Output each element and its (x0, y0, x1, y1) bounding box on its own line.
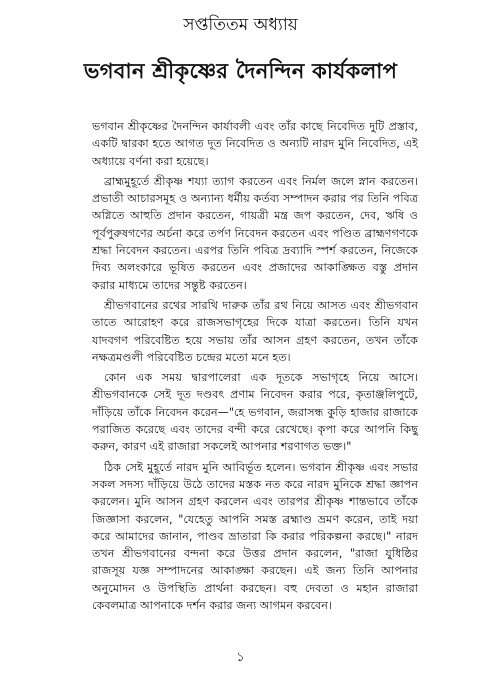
paragraph-summary: ভগবান শ্রীকৃষ্ণের দৈনন্দিন কার্যাবলী এবং তাঁর কাছে নিবেদিত দুটি প্রস্তাব, একটি দ্বারকা হতে আগত দূত নিবেদিত ও অন্যটি নারদ মুনি নিবেদিত, এই অধ্যায়ে বর্ণনা করা হয়েছে। (92, 120, 418, 168)
paragraph-messenger: কোন এক সময় দ্বারপালেরা এক দূতকে সভাগৃহে নিয়ে আসে। শ্রীভগবানকে সেই দূত দণ্ডবৎ প্রণাম নিবেদন করার পরে, কৃতাঞ্জলিপুটে, দাঁড়িয়ে তাঁকে নিবেদন করেন—"হে ভগবান, জরাসন্ধ কুড়ি হাজার রাজাকে পরাজিত করেছে এবং তাদের বন্দী করে রেখেছে। কৃপা করে আপনি কিছু করুন, কারণ এই রাজারা সকলেই আপনার শরণাগত ভক্ত।" (92, 371, 418, 454)
page-number: ১ (236, 650, 245, 665)
paragraph-chariot: শ্রীভগবানের রথের সারথি দারুক তাঁর রথ নিয়ে আসত এবং শ্রীভগবান তাতে আরোহণ করে রাজসভাগৃহের দিকে যাত্রা করতেন। তিনি যখন যাদবগণ পরিবেষ্টিত হয়ে সভায় তাঁর আসন গ্রহণ করতেন, তখন তাঁকে নক্ষত্রমণ্ডলী পরিবেষ্টিত চন্দ্রের মতো মনে হত। (92, 298, 418, 364)
chapter-heading: সপ্ততিতম অধ্যায় (183, 15, 298, 35)
paragraph-narada: ঠিক সেই মুহূর্তে নারদ মুনি আবির্ভূত হলেন। ভগবান শ্রীকৃষ্ণ এবং সভার সকল সদস্য দাঁড়িয়ে উঠে তাদের মস্তক নত করে নারদ মুনিকে শ্রদ্ধা জ্ঞাপন করলেন। মুনি আসন গ্রহণ করলেন এবং তারপর শ্রীকৃষ্ণ শান্তভাবে তাঁকে জিজ্ঞাসা করলেন, "যেহেতু আপনি সমস্ত ব্রহ্মাণ্ড ভ্রমণ করেন, তাই দয়া করে আমাদের জানান, পাণ্ডব ভ্রাতারা কি করার পরিকল্পনা করছে।" নারদ তখন শ্রীভগবানের বন্দনা করে উত্তর প্রদান করলেন, "রাজা যুধিষ্ঠির রাজসূয় যজ্ঞ সম্পাদনের আকাঙ্ক্ষা করছেন। এই জন্য তিনি আপনার অনুমোদন ও উপস্থিতি প্রার্থনা করছেন। বহু দেবতা ও মহান রাজারা কেবলমাত্র আপনাকে দর্শন করার জন্য আগমন করবেন। (92, 460, 418, 613)
page-title: ভগবান শ্রীকৃষ্ণের দৈনন্দিন কার্যকলাপ (83, 59, 398, 83)
paragraph-morning-routine: ব্রাহ্মমুহূর্তে শ্রীকৃষ্ণ শয্যা ত্যাগ করতেন এবং নির্মল জলে স্নান করতেন। প্রভাতী আচারসমূহ ও অন্যান্য ধর্মীয় কর্তব্য সম্পাদন করার পর তিনি পবিত্র অগ্নিতে আহুতি প্রদান করতেন, গায়ত্রী মন্ত্র জপ করতেন, দেব, ঋষি ও পূর্বপুরুষগণের অর্চনা করে তর্পণ নিবেদন করতেন এবং পণ্ডিত ব্রাহ্মণগণকে শ্রদ্ধা নিবেদন করতেন। এরপর তিনি পবিত্র দ্রব্যাদি স্পর্শ করতেন, নিজেকে দিব্য অলংকারে ভূষিত করতেন এবং প্রজাদের আকাঙ্ক্ষিত বস্তু প্রদান করার মাধ্যমে তাদের সন্তুষ্ট করতেন। (92, 174, 418, 292)
body-text (92, 118, 418, 617)
